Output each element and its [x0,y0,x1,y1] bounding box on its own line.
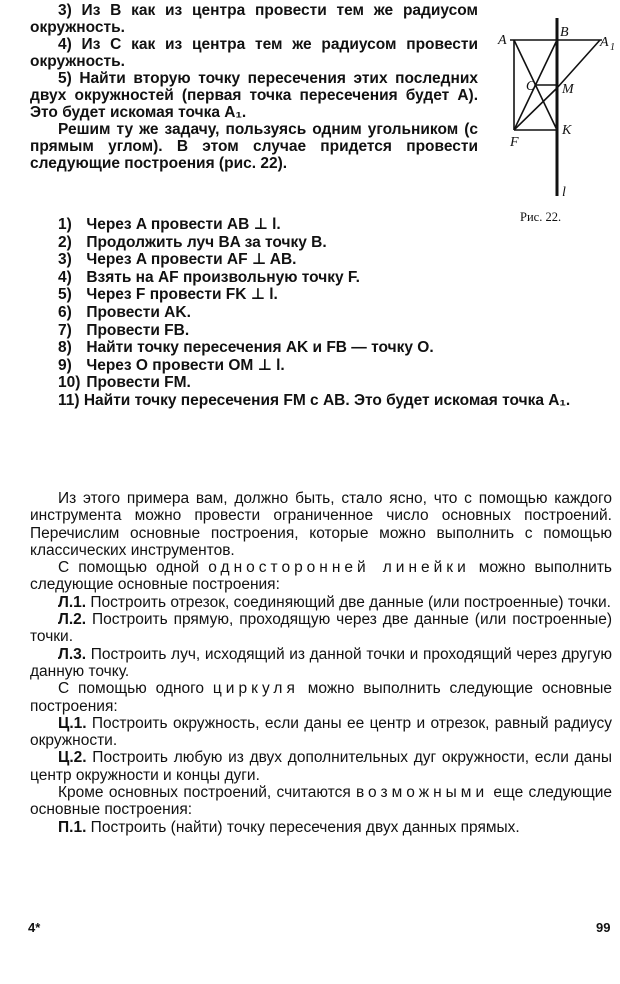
step-8: 8) Найти точку пересечения AK и FB — точку O. [58,339,434,357]
step-1: 1) Через A провести AB ⊥ l. [58,216,281,233]
step-6: 6) Провести AK. [58,303,191,321]
step-9: 9) Через O провести OM ⊥ l. [58,356,285,374]
label-m: M [562,82,574,97]
label-k: K [562,123,572,138]
page-number: 99 [596,920,611,935]
steps-list [30,216,618,410]
step-3: 3) Через A провести AF ⊥ AB. [58,251,297,269]
step-10: 10) Провести FM. [58,374,191,392]
figure-22-drawing [496,0,620,212]
label-a1: A [600,35,609,50]
figure-caption: Рис. 22. [520,210,562,224]
top-text-block [30,2,478,172]
main-body-text [30,490,612,836]
paragraph-possible: Кроме основных построений, считаются возможными еще следующие основные построения: [30,784,612,819]
construction-l1: Л.1. Построить отрезок, соединяющий две данные (или построенные) точки. [58,593,611,611]
figure-22 [496,0,620,212]
construction-l3: Л.3. Построить луч, исходящий из данной точки и проходящий через другую данную точку. [30,645,612,680]
label-o: O [526,79,537,94]
square-method-intro: Решим ту же задачу, пользуясь одним угольником (с прямым углом). В этом случае придется провести следующие построения (рис. 22). [30,121,478,172]
step-3-continued: 3) Из В как из центра провести тем же радиусом окружность. [30,2,478,36]
paragraph-intro: Из этого примера вам, должно быть, стало ясно, что с помощью каждого инструмента можно провести ограниченное число основных построений. Перечислим основные построения, которые можно выполнить с помощью классических инструментов. [30,490,612,559]
construction-c1: Ц.1. Построить окружность, если даны ее центр и отрезок, равный радиусу окружности. [30,714,612,750]
label-a1-sub: 1 [610,42,615,53]
step-2: 2) Продолжить луч BA за точку B. [58,233,327,251]
line-fm-ext [557,40,600,88]
label-a: A [498,33,507,48]
label-b: B [560,25,569,40]
label-l: l [562,185,566,200]
step-11: 11) Найти точку пересечения FM с AB. Это будет искомая точка A₁. [58,391,571,409]
paragraph-compass: С помощью одного циркуля можно выполнить следующие основные построения: [30,680,613,715]
signature-mark: 4* [28,920,41,935]
step-4: 4) Взять на AF произвольную точку F. [58,268,360,286]
step-7: 7) Провести FB. [58,321,190,339]
step-4-continued: 4) Из С как из центра тем же радиусом провести окружность. [30,36,478,70]
construction-p1: П.1. Построить (найти) точку пересечения двух данных прямых. [58,818,520,836]
line-fm [514,88,557,130]
construction-c2: Ц.2. Построить любую из двух дополнительных дуг окружности, если даны центр окружности и концы дуги. [30,749,612,784]
label-f: F [510,135,519,150]
step-5: 5) Через F провести FK ⊥ l. [58,286,278,304]
step-5-continued: 5) Найти вторую точку пересечения этих последних двух окружностей (первая точка пересечения будет А). Это будет искомая точка A₁. [30,70,478,121]
paragraph-ruler: С помощью одной односторонней линейки можно выполнить следующие основные построения: [30,559,612,594]
construction-l2: Л.2. Построить прямую, проходящую через две данные (или построенные) точки. [30,611,612,646]
